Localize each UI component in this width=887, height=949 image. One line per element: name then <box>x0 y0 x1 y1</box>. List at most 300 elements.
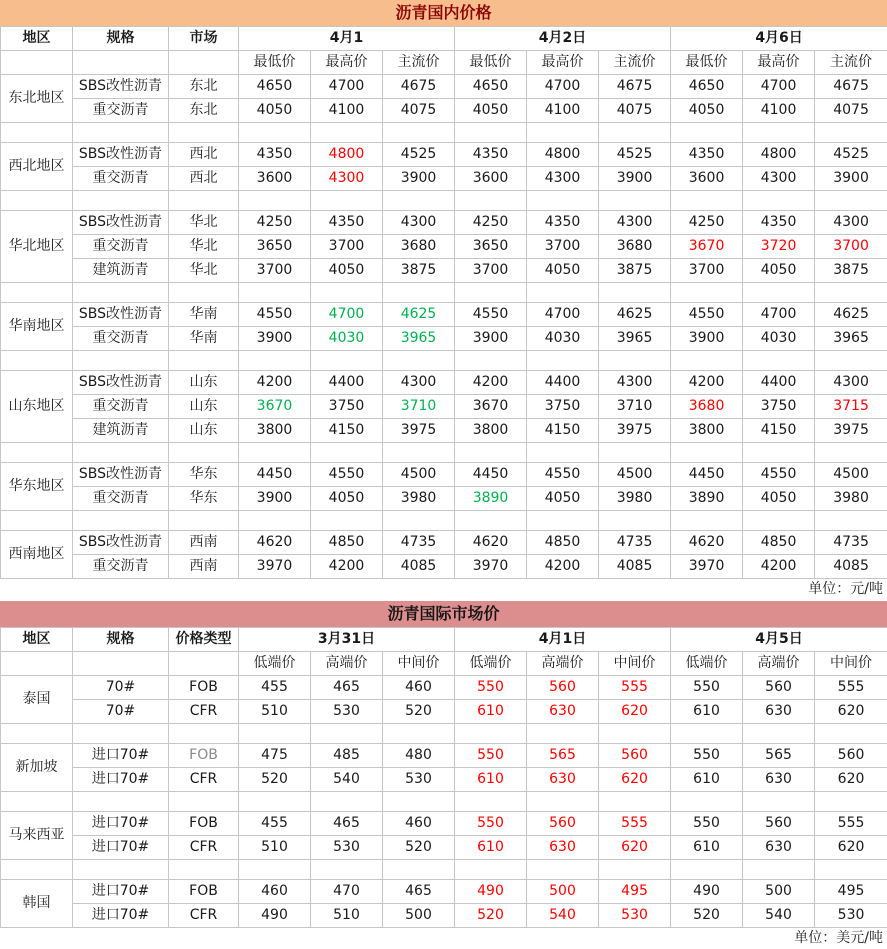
domestic-spacer-cell <box>815 511 887 531</box>
international-spacer-cell <box>73 724 169 744</box>
domestic-spacer-cell <box>599 123 671 143</box>
international-spacer-cell <box>599 792 671 812</box>
domestic-price-cell: 4050 <box>239 99 311 123</box>
domestic-spacer-cell <box>169 351 239 371</box>
international-sub-header: 高端价 <box>311 652 383 676</box>
international-spec-cell: 进口70# <box>73 812 169 836</box>
international-spacer-row <box>1 860 887 880</box>
domestic-spacer-cell <box>1 443 73 463</box>
domestic-type-cell: 西北 <box>169 143 239 167</box>
international-price-cell: 620 <box>815 836 887 860</box>
international-price-cell: 560 <box>743 676 815 700</box>
domestic-spacer-cell <box>311 191 383 211</box>
domestic-spec-cell: 建筑沥青 <box>73 259 169 283</box>
domestic-price-cell: 4050 <box>743 487 815 511</box>
domestic-spacer-cell <box>383 283 455 303</box>
international-subheader-blank <box>169 652 239 676</box>
domestic-sub-header: 最低价 <box>239 51 311 75</box>
domestic-price-cell: 4075 <box>599 99 671 123</box>
domestic-spacer-cell <box>743 511 815 531</box>
international-col-header: 价格类型 <box>169 628 239 652</box>
domestic-spacer-cell <box>239 283 311 303</box>
domestic-price-cell: 3700 <box>527 235 599 259</box>
domestic-table-row <box>1 235 887 259</box>
international-price-cell: 565 <box>527 744 599 768</box>
domestic-spec-cell: SBS改性沥青 <box>73 211 169 235</box>
domestic-table-row <box>1 419 887 443</box>
domestic-spacer-cell <box>815 443 887 463</box>
domestic-price-cell: 4100 <box>311 99 383 123</box>
international-price-cell: 530 <box>599 904 671 928</box>
international-type-cell: FOB <box>169 744 239 768</box>
domestic-spacer-cell <box>455 511 527 531</box>
domestic-price-cell: 4700 <box>527 75 599 99</box>
domestic-price-cell: 3900 <box>239 487 311 511</box>
domestic-price-cell: 4250 <box>671 211 743 235</box>
domestic-type-cell: 山东 <box>169 395 239 419</box>
domestic-price-cell: 4300 <box>599 211 671 235</box>
international-spacer-cell <box>527 792 599 812</box>
international-spacer-cell <box>311 792 383 812</box>
domestic-type-cell: 华北 <box>169 211 239 235</box>
domestic-spacer-cell <box>671 283 743 303</box>
domestic-spacer-cell <box>743 443 815 463</box>
domestic-subheader-blank <box>169 51 239 75</box>
international-price-cell: 555 <box>815 676 887 700</box>
international-price-cell: 555 <box>599 676 671 700</box>
domestic-price-cell: 3980 <box>815 487 887 511</box>
international-sub-header: 中间价 <box>815 652 887 676</box>
domestic-price-cell: 4620 <box>455 531 527 555</box>
domestic-spacer-cell <box>743 283 815 303</box>
domestic-price-cell: 4050 <box>527 487 599 511</box>
international-spacer-cell <box>671 860 743 880</box>
domestic-spacer-cell <box>73 511 169 531</box>
domestic-table-row <box>1 259 887 283</box>
domestic-spacer-cell <box>671 191 743 211</box>
international-spacer-cell <box>169 724 239 744</box>
international-table-row <box>1 676 887 700</box>
international-price-cell: 630 <box>527 768 599 792</box>
domestic-price-cell: 4250 <box>455 211 527 235</box>
domestic-col-header: 地区 <box>1 27 73 51</box>
international-spacer-cell <box>311 860 383 880</box>
domestic-table-row <box>1 555 887 579</box>
international-price-cell: 550 <box>671 812 743 836</box>
international-price-cell: 550 <box>671 676 743 700</box>
domestic-spacer-row <box>1 191 887 211</box>
domestic-spec-cell: 重交沥青 <box>73 99 169 123</box>
international-spec-cell: 进口70# <box>73 904 169 928</box>
international-price-cell: 560 <box>815 744 887 768</box>
domestic-type-cell: 华东 <box>169 487 239 511</box>
international-type-cell: FOB <box>169 880 239 904</box>
domestic-price-cell: 4700 <box>743 303 815 327</box>
domestic-spec-cell: 重交沥青 <box>73 327 169 351</box>
domestic-price-cell: 4800 <box>311 143 383 167</box>
domestic-spec-cell: 重交沥青 <box>73 167 169 191</box>
domestic-price-cell: 4300 <box>527 167 599 191</box>
domestic-sub-header: 主流价 <box>599 51 671 75</box>
international-price-cell: 630 <box>527 700 599 724</box>
domestic-price-cell: 4800 <box>743 143 815 167</box>
international-spacer-cell <box>671 792 743 812</box>
domestic-spacer-cell <box>383 511 455 531</box>
domestic-type-cell: 山东 <box>169 419 239 443</box>
domestic-spacer-cell <box>1 123 73 143</box>
domestic-spacer-cell <box>383 443 455 463</box>
domestic-type-cell: 西南 <box>169 531 239 555</box>
international-price-cell: 550 <box>455 812 527 836</box>
international-region-cell: 泰国 <box>1 676 73 724</box>
domestic-table-row <box>1 303 887 327</box>
domestic-spacer-row <box>1 351 887 371</box>
domestic-price-cell: 3680 <box>671 395 743 419</box>
domestic-price-cell: 4075 <box>383 99 455 123</box>
domestic-price-cell: 4050 <box>311 259 383 283</box>
domestic-subheader-blank <box>1 51 73 75</box>
domestic-price-cell: 3600 <box>671 167 743 191</box>
domestic-table-row <box>1 487 887 511</box>
domestic-spacer-cell <box>383 191 455 211</box>
domestic-type-cell: 华北 <box>169 259 239 283</box>
international-col-header: 规格 <box>73 628 169 652</box>
domestic-spacer-cell <box>73 443 169 463</box>
domestic-price-cell: 4620 <box>239 531 311 555</box>
international-spacer-cell <box>815 860 887 880</box>
domestic-spec-cell: SBS改性沥青 <box>73 75 169 99</box>
international-price-cell: 550 <box>455 744 527 768</box>
international-type-cell: CFR <box>169 700 239 724</box>
domestic-spacer-cell <box>815 123 887 143</box>
domestic-price-cell: 4050 <box>743 259 815 283</box>
domestic-table-row <box>1 99 887 123</box>
domestic-price-cell: 4350 <box>239 143 311 167</box>
domestic-price-cell: 4200 <box>743 555 815 579</box>
domestic-region-cell: 东北地区 <box>1 75 73 123</box>
domestic-price-cell: 4350 <box>311 211 383 235</box>
international-price-cell: 620 <box>815 700 887 724</box>
domestic-price-cell: 3890 <box>455 487 527 511</box>
international-price-cell: 560 <box>599 744 671 768</box>
international-spacer-cell <box>383 860 455 880</box>
domestic-spacer-cell <box>671 511 743 531</box>
international-price-cell: 520 <box>383 700 455 724</box>
international-spacer-cell <box>599 724 671 744</box>
domestic-price-cell: 4300 <box>383 211 455 235</box>
domestic-spacer-cell <box>73 191 169 211</box>
domestic-price-cell: 4300 <box>743 167 815 191</box>
domestic-price-cell: 3750 <box>743 395 815 419</box>
international-spec-cell: 进口70# <box>73 836 169 860</box>
domestic-price-cell: 4075 <box>815 99 887 123</box>
international-price-cell: 550 <box>671 744 743 768</box>
domestic-spec-cell: SBS改性沥青 <box>73 143 169 167</box>
domestic-price-cell: 3900 <box>383 167 455 191</box>
international-sub-header: 中间价 <box>599 652 671 676</box>
international-spacer-cell <box>239 860 311 880</box>
domestic-subheader-blank <box>73 51 169 75</box>
domestic-table-row <box>1 531 887 555</box>
domestic-spacer-row <box>1 443 887 463</box>
domestic-spacer-cell <box>455 443 527 463</box>
domestic-price-cell: 3875 <box>599 259 671 283</box>
domestic-spacer-cell <box>527 443 599 463</box>
international-price-cell: 530 <box>311 700 383 724</box>
domestic-spacer-cell <box>743 351 815 371</box>
international-price-cell: 460 <box>383 812 455 836</box>
domestic-price-cell: 4085 <box>383 555 455 579</box>
international-table-row <box>1 904 887 928</box>
domestic-price-cell: 4400 <box>743 371 815 395</box>
domestic-sub-header: 主流价 <box>815 51 887 75</box>
domestic-price-cell: 4450 <box>239 463 311 487</box>
international-spacer-cell <box>671 724 743 744</box>
international-price-cell: 530 <box>815 904 887 928</box>
domestic-price-cell: 4050 <box>455 99 527 123</box>
domestic-price-cell: 3970 <box>671 555 743 579</box>
domestic-type-cell: 华东 <box>169 463 239 487</box>
domestic-type-cell: 华南 <box>169 327 239 351</box>
domestic-price-cell: 4085 <box>599 555 671 579</box>
international-price-cell: 460 <box>383 676 455 700</box>
domestic-price-cell: 4450 <box>671 463 743 487</box>
domestic-price-cell: 4200 <box>311 555 383 579</box>
domestic-price-cell: 4050 <box>527 259 599 283</box>
international-spacer-cell <box>169 860 239 880</box>
domestic-date-header: 4月2日 <box>455 27 671 51</box>
domestic-price-cell: 4625 <box>383 303 455 327</box>
international-price-cell: 455 <box>239 676 311 700</box>
international-price-cell: 455 <box>239 812 311 836</box>
domestic-table-row <box>1 167 887 191</box>
domestic-spacer-cell <box>383 123 455 143</box>
domestic-type-cell: 山东 <box>169 371 239 395</box>
international-price-cell: 495 <box>815 880 887 904</box>
domestic-spec-cell: SBS改性沥青 <box>73 463 169 487</box>
international-sub-header: 低端价 <box>239 652 311 676</box>
domestic-sub-header: 最高价 <box>311 51 383 75</box>
domestic-spec-cell: 重交沥青 <box>73 487 169 511</box>
domestic-price-cell: 3965 <box>599 327 671 351</box>
domestic-price-cell: 4735 <box>599 531 671 555</box>
domestic-price-cell: 3875 <box>815 259 887 283</box>
domestic-price-cell: 4450 <box>455 463 527 487</box>
domestic-price-cell: 4675 <box>815 75 887 99</box>
international-sub-header: 高端价 <box>527 652 599 676</box>
domestic-spacer-cell <box>599 511 671 531</box>
international-spacer-cell <box>743 860 815 880</box>
domestic-table-row <box>1 143 887 167</box>
international-region-cell: 新加坡 <box>1 744 73 792</box>
domestic-price-cell: 4850 <box>527 531 599 555</box>
domestic-spacer-cell <box>1 283 73 303</box>
international-price-cell: 475 <box>239 744 311 768</box>
domestic-spacer-cell <box>527 123 599 143</box>
domestic-spec-cell: 重交沥青 <box>73 235 169 259</box>
domestic-table-row <box>1 395 887 419</box>
domestic-spacer-cell <box>383 351 455 371</box>
domestic-price-cell: 3980 <box>599 487 671 511</box>
international-price-cell: 530 <box>383 768 455 792</box>
domestic-spec-cell: SBS改性沥青 <box>73 371 169 395</box>
domestic-table-row <box>1 463 887 487</box>
domestic-region-cell: 山东地区 <box>1 371 73 443</box>
domestic-title: 沥青国内价格 <box>395 3 491 22</box>
domestic-price-cell: 3875 <box>383 259 455 283</box>
international-sub-header: 中间价 <box>383 652 455 676</box>
domestic-region-cell: 华北地区 <box>1 211 73 283</box>
domestic-type-cell: 华南 <box>169 303 239 327</box>
domestic-price-cell: 4550 <box>743 463 815 487</box>
international-spacer-cell <box>239 792 311 812</box>
international-spacer-cell <box>599 860 671 880</box>
international-price-cell: 470 <box>311 880 383 904</box>
domestic-spacer-cell <box>455 351 527 371</box>
domestic-price-cell: 4550 <box>671 303 743 327</box>
domestic-price-cell: 4150 <box>527 419 599 443</box>
international-sub-header: 低端价 <box>455 652 527 676</box>
domestic-table-row <box>1 371 887 395</box>
domestic-price-cell: 4400 <box>527 371 599 395</box>
domestic-spacer-cell <box>815 191 887 211</box>
domestic-spacer-cell <box>671 443 743 463</box>
domestic-price-cell: 3700 <box>311 235 383 259</box>
domestic-spacer-row <box>1 511 887 531</box>
international-spacer-cell <box>1 724 73 744</box>
domestic-spacer-cell <box>743 191 815 211</box>
international-price-cell: 560 <box>527 812 599 836</box>
international-price-cell: 465 <box>311 676 383 700</box>
domestic-title-bar <box>0 0 887 26</box>
domestic-type-cell: 西南 <box>169 555 239 579</box>
domestic-price-cell: 4300 <box>599 371 671 395</box>
domestic-price-cell: 4650 <box>455 75 527 99</box>
domestic-price-cell: 4085 <box>815 555 887 579</box>
domestic-unit-note: 单位：元/吨 <box>0 579 887 600</box>
domestic-price-cell: 4200 <box>239 371 311 395</box>
domestic-price-cell: 4675 <box>383 75 455 99</box>
international-spacer-cell <box>455 792 527 812</box>
international-col-header: 地区 <box>1 628 73 652</box>
international-price-cell: 630 <box>527 836 599 860</box>
domestic-price-cell: 4100 <box>743 99 815 123</box>
international-type-cell: CFR <box>169 768 239 792</box>
domestic-type-cell: 东北 <box>169 99 239 123</box>
international-price-cell: 465 <box>383 880 455 904</box>
domestic-price-cell: 4525 <box>599 143 671 167</box>
domestic-price-cell: 3700 <box>239 259 311 283</box>
domestic-price-cell: 4350 <box>527 211 599 235</box>
domestic-price-cell: 3970 <box>239 555 311 579</box>
domestic-type-cell: 华北 <box>169 235 239 259</box>
domestic-sub-header: 最高价 <box>527 51 599 75</box>
domestic-price-cell: 4800 <box>527 143 599 167</box>
international-spacer-cell <box>815 792 887 812</box>
domestic-price-cell: 3800 <box>239 419 311 443</box>
international-price-cell: 610 <box>455 700 527 724</box>
domestic-spacer-cell <box>455 191 527 211</box>
international-spec-cell: 70# <box>73 700 169 724</box>
international-spacer-cell <box>383 792 455 812</box>
domestic-spacer-cell <box>311 511 383 531</box>
domestic-price-cell: 3965 <box>383 327 455 351</box>
domestic-spacer-cell <box>527 351 599 371</box>
domestic-spacer-cell <box>169 123 239 143</box>
domestic-date-header: 4月6日 <box>671 27 887 51</box>
domestic-spacer-cell <box>455 123 527 143</box>
domestic-price-cell: 4550 <box>239 303 311 327</box>
international-price-cell: 500 <box>383 904 455 928</box>
domestic-price-cell: 3800 <box>455 419 527 443</box>
domestic-price-cell: 4550 <box>527 463 599 487</box>
international-spacer-cell <box>527 860 599 880</box>
international-spacer-cell <box>743 724 815 744</box>
domestic-spacer-cell <box>311 123 383 143</box>
domestic-price-cell: 4150 <box>743 419 815 443</box>
domestic-spacer-cell <box>599 283 671 303</box>
domestic-spacer-cell <box>599 191 671 211</box>
domestic-price-cell: 4200 <box>527 555 599 579</box>
domestic-spacer-cell <box>527 191 599 211</box>
international-price-cell: 630 <box>743 700 815 724</box>
domestic-price-cell: 4625 <box>815 303 887 327</box>
international-price-cell: 560 <box>527 676 599 700</box>
domestic-price-cell: 3965 <box>815 327 887 351</box>
domestic-price-cell: 4050 <box>311 487 383 511</box>
domestic-price-cell: 4735 <box>815 531 887 555</box>
international-spec-cell: 进口70# <box>73 768 169 792</box>
international-sub-header: 高端价 <box>743 652 815 676</box>
domestic-price-cell: 4400 <box>311 371 383 395</box>
domestic-spacer-cell <box>743 123 815 143</box>
domestic-price-cell: 3715 <box>815 395 887 419</box>
domestic-price-cell: 4620 <box>671 531 743 555</box>
international-price-cell: 540 <box>527 904 599 928</box>
domestic-spacer-cell <box>311 351 383 371</box>
international-price-cell: 460 <box>239 880 311 904</box>
domestic-price-cell: 3800 <box>671 419 743 443</box>
domestic-spacer-cell <box>1 351 73 371</box>
international-price-table <box>0 627 887 928</box>
international-spacer-cell <box>169 792 239 812</box>
domestic-spacer-cell <box>169 191 239 211</box>
international-spec-cell: 进口70# <box>73 744 169 768</box>
domestic-price-cell: 3680 <box>599 235 671 259</box>
domestic-sub-header: 最低价 <box>455 51 527 75</box>
domestic-price-cell: 3980 <box>383 487 455 511</box>
domestic-spacer-cell <box>311 443 383 463</box>
domestic-table-row <box>1 327 887 351</box>
domestic-spacer-cell <box>527 511 599 531</box>
domestic-spacer-cell <box>239 443 311 463</box>
international-subheader-blank <box>1 652 73 676</box>
domestic-spacer-cell <box>671 351 743 371</box>
domestic-price-cell: 3970 <box>455 555 527 579</box>
international-price-cell: 565 <box>743 744 815 768</box>
domestic-price-cell: 3710 <box>599 395 671 419</box>
international-table-row <box>1 880 887 904</box>
domestic-region-cell: 华南地区 <box>1 303 73 351</box>
international-spacer-cell <box>455 860 527 880</box>
domestic-price-cell: 4500 <box>815 463 887 487</box>
domestic-price-cell: 3700 <box>671 259 743 283</box>
international-spacer-cell <box>311 724 383 744</box>
domestic-price-cell: 3670 <box>455 395 527 419</box>
domestic-spacer-cell <box>815 283 887 303</box>
domestic-price-cell: 4300 <box>815 211 887 235</box>
domestic-price-cell: 4700 <box>743 75 815 99</box>
